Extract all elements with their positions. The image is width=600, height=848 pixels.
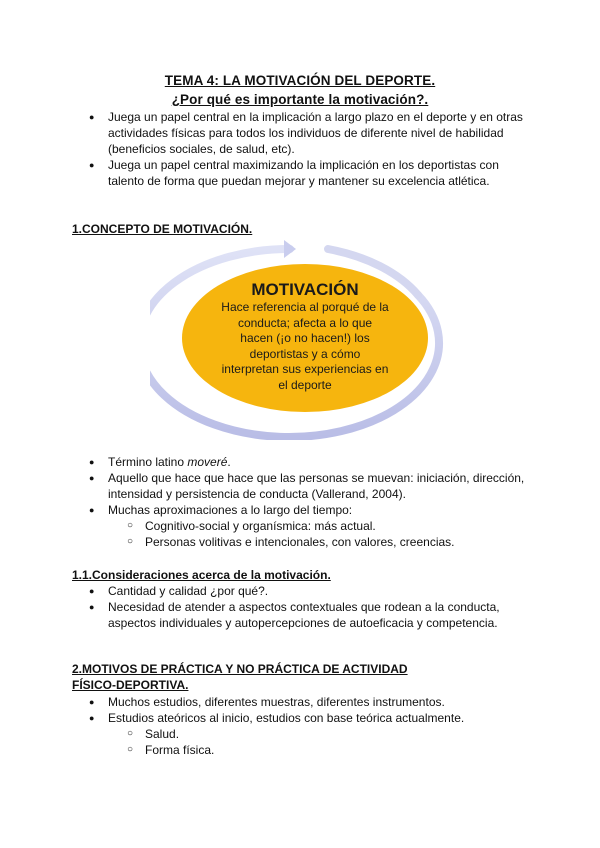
consideraciones-bullet-list [0,583,600,631]
section-heading-line1: 2.MOTIVOS DE PRÁCTICA Y NO PRÁCTICA DE ACTIVIDAD [72,662,408,676]
bullet-suffix: . [227,455,231,469]
motivos-sub-list [0,726,600,758]
list-item: ● Juega un papel central en la implicación a largo plazo en el deporte y en otras actividades físicas para todos los individuos de diferente nivel de habilidad (beneficios sociales, de salud, etc). [0,109,600,157]
section-heading-motivos [72,662,408,692]
cycle-arrow-icon [284,240,296,258]
section-heading-consideraciones: 1.1.Consideraciones acerca de la motivación. [72,568,331,582]
concepto-bullet-list [0,454,600,518]
list-item: ● Necesidad de atender a aspectos contextuales que rodean a la conducta, aspectos individuales y autopercepciones de autoeficacia y competencia. [0,599,600,631]
latin-term: moveré [187,455,228,469]
motivation-diagram [150,240,460,440]
sub-list-item: ○ Cognitivo-social y organísmica: más actual. [0,518,600,534]
page-title: TEMA 4: LA MOTIVACIÓN DEL DEPORTE. [164,73,436,88]
list-item: ● Juega un papel central maximizando la implicación en los deportistas con talento de forma que puedan mejorar y mantener su excelencia atlética. [0,157,600,189]
list-item: ● Aquello que hace que hace que las personas se muevan: iniciación, dirección, intensidad y persistencia de conducta (Vallerand, 2004). [0,470,600,502]
sub-list-item: ○ Forma física. [0,742,600,758]
intro-bullet-list [0,109,600,189]
sub-list-item: ○ Salud. [0,726,600,742]
list-item: ● Muchas aproximaciones a lo largo del tiempo: [0,502,600,518]
diagram-text: Hace referencia al porqué de la conducta; afecta a lo que hacen (¡o no hacen!) los deportistas y a cómo interpretan sus experiencias en el deporte [221,300,389,392]
diagram-title: MOTIVACIÓN [251,280,359,299]
list-item [0,454,600,470]
sub-list-item: ○ Personas volitivas e intencionales, con valores, creencias. [0,534,600,550]
list-item: ● Cantidad y calidad ¿por qué?. [0,583,600,599]
page-subtitle: ¿Por qué es importante la motivación?. [171,92,429,107]
list-item: ● Muchos estudios, diferentes muestras, diferentes instrumentos. [0,694,600,710]
section-heading-concepto: 1.CONCEPTO DE MOTIVACIÓN. [72,222,253,236]
concepto-sub-list [0,518,600,550]
list-item: ● Estudios ateóricos al inicio, estudios con base teórica actualmente. [0,710,600,726]
motivos-bullet-list [0,694,600,726]
section-heading-line2: FÍSICO-DEPORTIVA. [72,678,189,692]
bullet-prefix: Término latino [108,455,188,469]
